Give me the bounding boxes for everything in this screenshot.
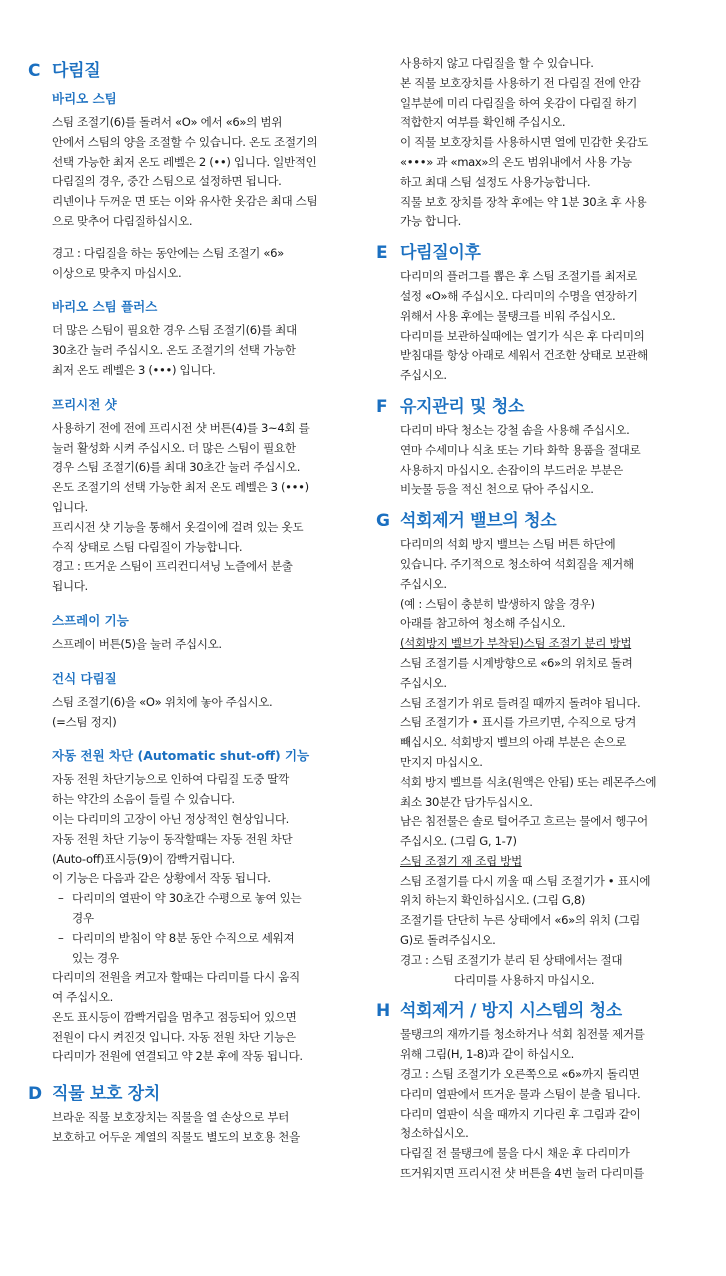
text-line: 여 주십시오. [52,990,113,1005]
text-line: 다림질 전 물탱크에 물을 다시 채운 후 다리미가 [400,1146,630,1161]
text-line: 눌러 활성화 시켜 주십시오. 더 많은 스팀이 필요한 [52,440,296,455]
text-line: 청소하십시오. [400,1126,469,1141]
text-line: 하고 최대 스팀 설정도 사용가능합니다. [400,174,591,189]
text-line: 최소 30분간 담가두십시오. [400,794,533,809]
text-line: 이 직물 보호장치를 사용하시면 열에 민감한 옷감도 [400,135,648,150]
section-letter: F [376,396,388,417]
warning-line: 경고 : 스팀 조절기가 오른쪽으로 «6»까지 돌리면 [400,1067,640,1082]
text-line: 주십시오. [400,576,447,591]
text-line: 스팀 조절기를 다시 끼울 때 스팀 조절기가 • 표시에 [400,873,651,888]
bullet-item [58,929,348,949]
text-line: 안에서 스팀의 양을 조절할 수 있습니다. 온도 조절기의 [52,134,318,149]
spacer [28,732,348,738]
spacer [28,1067,348,1079]
section-g-heading [376,506,696,531]
subheading-spray: 스프레이 기능 [52,612,129,628]
text-line: 주십시오. [400,368,447,383]
section-title: 다림질이후 [400,243,481,264]
dash-spacer [58,909,72,929]
text-line: 스팀 조절기(6)을 «O» 위치에 놓아 주십시오. [52,694,273,709]
text-line: 선택 가능한 최저 온도 레벨은 2 (••) 입니다. 일반적인 [52,154,317,169]
text-line: 일부분에 미리 다림질을 하여 옷감이 다림질 하기 [400,95,638,110]
text-line: 리넨이나 두꺼운 면 또는 이와 유사한 옷감은 최대 스팀 [52,194,318,209]
text-line: (Auto-off)표시등(9)이 깜빡거립니다. [52,851,235,866]
text-line: 사용하기 전에 전에 프리시전 샷 버튼(4)를 3~4회 를 [52,420,310,435]
section-letter: E [376,243,388,264]
text-line: 최저 온도 레벨은 3 (•••) 입니다. [52,362,216,377]
text-line: 받침대를 항상 아래로 세워서 건조한 상태로 보관해 [400,348,648,363]
text-line: 전원이 다시 켜진것 입니다. 자동 전원 차단 기능은 [52,1029,296,1044]
text-line: 물탱크의 재까기를 청소하거나 석회 침전물 제거를 [400,1027,645,1042]
text-line: 주십시오. (그림 G, 1-7) [400,834,517,849]
text-line: 자동 전원 차단기능으로 인하여 다림질 도중 딸깍 [52,772,290,787]
text-line: 본 직물 보호장치를 사용하기 전 다림질 전에 안감 [400,75,641,90]
text-line: 스팀 조절기가 위로 들려질 때까지 돌려야 됩니다. [400,695,641,710]
text-line: 조절기를 단단히 누른 상태에서 «6»의 위치 (그림 [400,913,640,928]
text-line: «•••» 과 «max»의 온도 범위내에서 사용 가능 [400,154,632,169]
text-line: 다리미 바닥 청소는 강철 솜을 사용해 주십시오. [400,422,630,437]
bullet-item [58,889,348,909]
section-f-heading [376,392,696,417]
section-title: 유지관리 및 청소 [400,396,525,417]
text-line: 뜨거워지면 프리시전 샷 버튼을 4번 눌러 다리미를 [400,1166,645,1181]
text-line: 사용하지 마십시오. 손잡이의 부드러운 부분은 [400,462,623,477]
text-line: 온도 표시등이 깜빡거림을 멈추고 점등되어 있으면 [52,1009,297,1024]
section-e-heading [376,238,696,263]
text-line: 하는 약간의 소음이 들릴 수 있습니다. [52,792,235,807]
text-line: 다리미의 석회 방지 밸브는 스팀 버튼 하단에 [400,537,616,552]
right-column [376,54,696,1184]
spacer [28,232,348,244]
text-line: 더 많은 스팀이 필요한 경우 스팀 조절기(6)를 최대 [52,323,297,338]
spacer [28,283,348,289]
text-line: 보호하고 어두운 계열의 직물도 별도의 보호용 천을 [52,1130,300,1145]
text-line: 이 기능은 다음과 같은 상황에서 작동 됩니다. [52,871,271,886]
section-title: 석회제거 밸브의 청소 [400,511,557,532]
warning-line: 다리미를 사용하지 마십시오. [454,972,595,987]
subheading-dry-ironing: 건식 다림질 [52,670,117,686]
subheading-precision-shot: 프리시전 샷 [52,396,117,412]
spacer [28,381,348,387]
text-line: 빼십시오. 석회방지 벨브의 아래 부분은 손으로 [400,735,627,750]
subheading-vario-steam-plus: 바리오 스팀 플러스 [52,299,158,315]
text-line: (예 : 스팀이 충분히 발생하지 않을 경우) [400,596,595,611]
underlined-heading: 스팀 조절기 재 조립 방법 [400,853,522,868]
text-line: 다리미가 전원에 연결되고 약 2분 후에 작동 됩니다. [52,1049,303,1064]
text-line: 직물 보호 장치를 장착 후에는 약 1분 30초 후 사용 [400,194,647,209]
text-line: 위해 그림(H, 1-8)과 같이 하십시오. [400,1047,574,1062]
text-line: 위치 하는지 확인하십시오. (그림 G,8) [400,893,586,908]
bullet-text: 다리미의 열판이 약 30초간 수평으로 놓여 있는 [72,891,302,906]
text-line: 스팀 조절기(6)를 돌려서 «O» 에서 «6»의 범위 [52,115,283,129]
bullet-text: 있는 경우 [72,950,119,965]
text-line: 온도 조절기의 선택 가능한 최저 온도 레벨은 3 (•••) [52,480,309,495]
spacer [28,597,348,603]
text-line: 입니다. [52,499,88,514]
section-letter: C [28,61,41,81]
text-line: 다리미 열판이 식을 때까지 기다린 후 그림과 같이 [400,1106,641,1121]
subheading-vario-steam: 바리오 스팀 [52,91,117,106]
text-line: 있습니다. 주기적으로 청소하여 석회질을 제거해 [400,556,634,571]
section-title: 석회제거 / 방지 시스템의 청소 [400,1001,622,1022]
section-title: 다림질 [52,61,101,81]
text-line: 스프레이 버튼(5)을 눌러 주십시오. [52,636,222,651]
text-line: 다리미의 플러그를 뽑은 후 스팀 조절기를 최저로 [400,269,638,284]
text-line: 프리시전 샷 기능을 통해서 옷걸이에 걸려 있는 옷도 [52,519,304,534]
warning-line: 됩니다. [52,579,88,594]
text-line: 스팀 조절기를 시계방향으로 «6»의 위치로 돌려 [400,655,633,670]
bullet-text: 다리미의 받침이 약 8분 동안 수직으로 세워져 [72,930,295,945]
underlined-heading: (석회방지 벨브가 부착된)스팀 조절기 분리 방법 [400,636,632,651]
text-line: G)로 돌려주십시오. [400,933,496,948]
dash-spacer [58,949,72,969]
text-line: 다리미 열판에서 뜨거운 물과 스팀이 분출 됩니다. [400,1086,641,1101]
text-line: 수직 상태로 스팀 다림질이 가능합니다. [52,539,243,554]
text-line: 연마 수세미나 식초 또는 기타 화학 용품을 절대로 [400,442,641,457]
spacer [28,655,348,661]
text-line: 자동 전원 차단 기능이 동작할때는 자동 전원 차단 [52,831,293,846]
section-d-heading [28,1079,348,1104]
text-line: 남은 침전물은 솔로 털어주고 흐르는 물에서 헹구어 [400,814,648,829]
left-column [28,56,348,1148]
section-letter: G [376,511,390,532]
warning-line: 경고 : 다림질을 하는 동안에는 스팀 조절기 «6» [52,245,284,260]
bullet-text: 경우 [72,910,94,925]
text-line: 다림질의 경우, 중간 스팀으로 설정하면 됩니다. [52,174,282,189]
text-line: 다리미를 보관하실때에는 열기가 식은 후 다리미의 [400,328,645,343]
text-line: 아래를 참고하여 청소해 주십시오. [400,616,566,631]
warning-line: 경고 : 스팀 조절기가 분리 된 상태에서는 절대 [400,952,623,967]
bullet-item-cont [58,909,348,929]
text-line: 주십시오. [400,675,447,690]
section-letter: H [376,1001,391,1022]
subheading-auto-shutoff: 자동 전원 차단 (Automatic shut-off) 기능 [52,748,310,764]
warning-line: 이상으로 맞추지 마십시오. [52,265,182,280]
text-line: 만지지 마십시오. [400,754,483,769]
text-line: 사용하지 않고 다림질을 할 수 있습니다. [400,56,594,70]
text-line: 석회 방지 벨브를 식초(원액은 안됨) 또는 레몬주스에 [400,774,657,789]
section-c-heading [28,56,348,81]
text-line: 비눗물 등을 적신 천으로 닦아 주십시오. [400,482,594,497]
text-line: 가능 합니다. [400,214,461,229]
warning-line: 경고 : 뜨거운 스팀이 프리컨디셔닝 노즐에서 분출 [52,559,293,574]
section-h-heading [376,996,696,1021]
text-line: 이는 다리미의 고장이 아닌 정상적인 현상입니다. [52,811,290,826]
text-line: 스팀 조절기가 • 표시를 가르키면, 수직으로 당겨 [400,715,636,730]
text-line: 다리미의 전원을 켜고자 할때는 다리미를 다시 움직 [52,970,300,985]
bullet-item-cont [58,949,348,969]
text-line: 브라운 직물 보호장치는 직물을 열 손상으로 부터 [52,1110,290,1125]
text-line: 경우 스팀 조절기(6)를 최대 30초간 눌러 주십시오. [52,460,301,475]
text-line: (=스팀 정지) [52,714,117,729]
text-line: 30초간 눌러 주십시오. 온도 조절기의 선택 가능한 [52,343,296,358]
dash-marker: – [58,891,64,906]
section-title: 직물 보호 장치 [52,1084,160,1105]
text-line: 설정 «O»해 주십시오. 다리미의 수명을 연장하기 [400,288,638,303]
text-line: 적합한지 여부를 확인해 주십시오. [400,115,566,130]
section-letter: D [28,1084,43,1105]
dash-marker: – [58,930,64,945]
text-line: 으로 맞추어 다림질하십시오. [52,213,193,228]
text-line: 위해서 사용 후에는 물탱크를 비워 주십시오. [400,308,616,323]
